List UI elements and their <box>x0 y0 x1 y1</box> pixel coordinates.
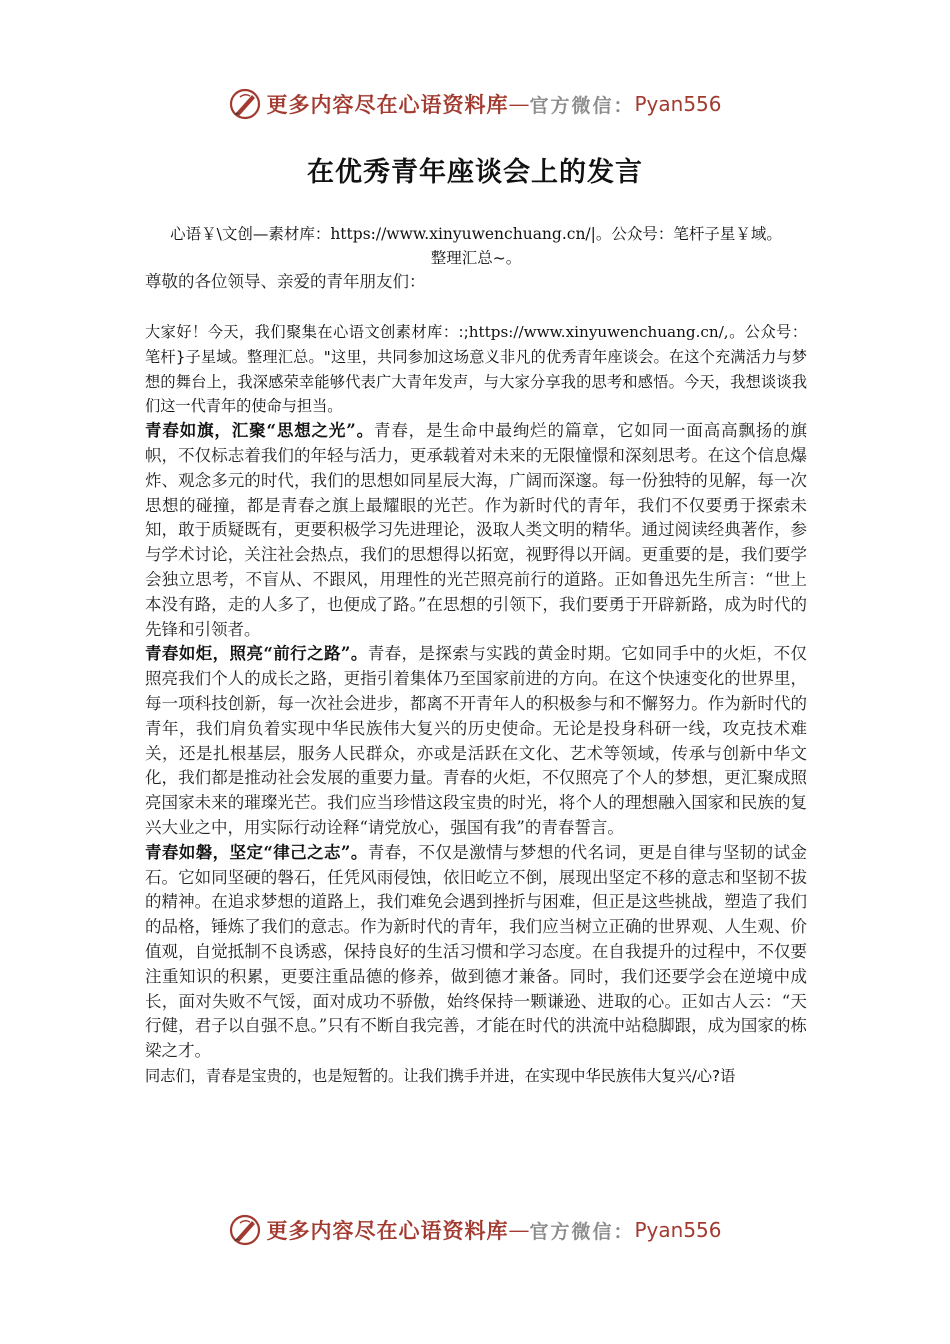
source-prefix: 心语￥\文创—素材库： <box>170 225 331 243</box>
section-paragraph <box>145 642 807 840</box>
banner-label: 官方微信： <box>529 94 635 117</box>
section-text: 青春，是生命中最绚烂的篇章，它如同一面高高飘扬的旗帜，不仅标志着我们的年轻与活力，更承载着对未来的无限憧憬和深刻思考。在这个信息爆炸、观念多元的时代，我们的思想如同星辰大海，广阔而深邃。每一份独特的见解，每一次思想的碰撞，都是青春之旗上最耀眼的光芒。作为新时代的青年，我们不仅要勇于探索未知，敢于质疑既有，更要积极学习先进理论，汲取人类文明的精华。通过阅读经典著作，参与学术讨论，关注社会热点，我们的思想得以拓宽，视野得以开阔。更重要的是，我们要学会独立思考，不盲从、不跟风，用理性的光芒照亮前行的道路。正如鲁迅先生所言：“世上本没有路，走的人多了，也便成了路。”在思想的引领下，我们要勇于开辟新路，成为时代的先锋和引领者。 <box>145 421 808 639</box>
source-note <box>145 222 807 270</box>
banner-separator: — <box>508 92 530 116</box>
pen-logo-icon <box>228 1213 262 1247</box>
banner-label: 官方微信： <box>529 1220 635 1243</box>
pen-logo-icon <box>228 87 262 121</box>
page-title: 在优秀青年座谈会上的发言 <box>307 157 643 188</box>
header-watermark-banner <box>0 84 950 124</box>
intro-paragraph <box>145 320 807 419</box>
closing-paragraph: 同志们，青春是宝贵的，也是短暂的。让我们携手并进，在实现中华民族伟大复兴/心?语 <box>145 1066 736 1085</box>
section-text: 青春，不仅是激情与梦想的代名词，更是自律与坚韧的试金石。它如同坚硬的磐石，任凭风雨侵蚀，依旧屹立不倒，展现出坚定不移的意志和坚韧不拔的精神。在追求梦想的道路上，我们难免会遇到挫折与困难，但正是这些挑战，塑造了我们的品格，锤炼了我们的意志。作为新时代的青年，我们应当树立正确的世界观、人生观、价值观，自觉抵制不良诱惑，保持良好的生活习惯和学习态度。在自我提升的过程中，不仅要注重知识的积累，更要注重品德的修养，做到德才兼备。同时，我们还要学会在逆境中成长，面对失败不气馁，面对成功不骄傲，始终保持一颗谦逊、进取的心。正如古人云：“天行健，君子以自强不息。”只有不断自我完善，才能在时代的洪流中站稳脚跟，成为国家的栋梁之才。 <box>145 842 808 1061</box>
section-text: 青春，是探索与实践的黄金时期。它如同手中的火炬，不仅照亮我们个人的成长之路，更指引着集体乃至国家前进的方向。在这个快速变化的世界里，每一项科技创新，每一次社会进步，都离不开青年人的积极参与和不懈努力。作为新时代的青年，我们肩负着实现中华民族伟大复兴的历史使命。无论是投身科研一线，攻克技术难关，还是扎根基层，服务人民群众，亦或是活跃在文化、艺术等领域，传承与创新中华文化，我们都是推动社会发展的重要力量。青春的火炬，不仅照亮了个人的梦想，更汇聚成照亮国家未来的璀璨光芒。我们应当珍惜这段宝贵的时光，将个人的理想融入国家和民族的复兴大业之中，用实际行动诠释“请党放心，强国有我”的青春誓言。 <box>145 644 808 837</box>
section-paragraph <box>145 419 807 642</box>
intro-part-b: 。公众号：笔杆}子星域。整理汇总。"这里，共同参加这场意义非凡的优秀青年座谈会。在这个充满活力与梦想的舞台上，我深感荣幸能够代表广大青年发声，与大家分享我的思考和感悟。今天，我想谈谈我们这一代青年的使命与担当。 <box>145 323 808 416</box>
source-line2: 整理汇总~。 <box>430 249 522 267</box>
footer-watermark-banner <box>0 1210 950 1250</box>
intro-url: https://www.xinyuwenchuang.cn/, <box>468 323 729 341</box>
section-lead: 青春如磐，坚定“律己之志”。 <box>145 842 368 862</box>
banner-separator: — <box>508 1218 530 1242</box>
intro-part-a: 大家好！今天，我们聚集在心语文创素材库：:; <box>145 323 469 341</box>
banner-wechat-id: Pyan556 <box>634 92 722 116</box>
banner-brand: 更多内容尽在心语资料库 <box>266 92 509 117</box>
section-lead: 青春如炬，照亮“前行之路”。 <box>145 644 368 664</box>
source-suffix: 。公众号：笔杆子星￥域。 <box>595 225 782 243</box>
source-url: https://www.xinyuwenchuang.cn/| <box>330 225 596 243</box>
greeting: 尊敬的各位领导、亲爱的青年朋友们： <box>145 272 426 291</box>
section-paragraph <box>145 841 807 1064</box>
banner-wechat-id: Pyan556 <box>634 1218 722 1242</box>
banner-brand: 更多内容尽在心语资料库 <box>266 1218 509 1243</box>
speech-body <box>145 320 807 1089</box>
section-lead: 青春如旗，汇聚“思想之光”。 <box>145 421 374 441</box>
